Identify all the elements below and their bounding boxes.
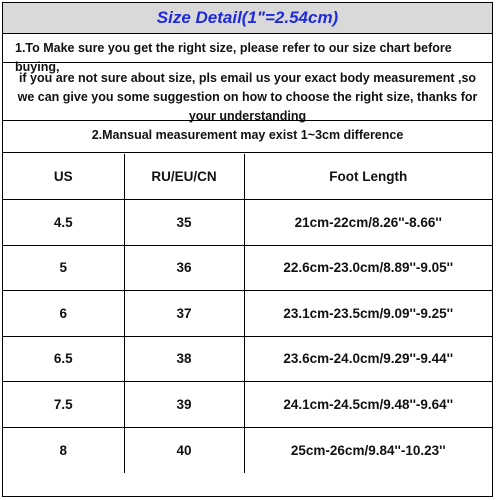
cell-ru-eu-cn: 35 bbox=[124, 200, 244, 246]
cell-us: 6 bbox=[3, 291, 124, 337]
table-row bbox=[3, 200, 492, 246]
page-title: Size Detail(1"=2.54cm) bbox=[3, 3, 492, 34]
cell-foot-length: 22.6cm-23.0cm/8.89''-9.05'' bbox=[244, 245, 492, 291]
table-row bbox=[3, 291, 492, 337]
cell-us: 6.5 bbox=[3, 336, 124, 382]
cell-us: 5 bbox=[3, 245, 124, 291]
table-row bbox=[3, 382, 492, 428]
table-row bbox=[3, 245, 492, 291]
divider bbox=[3, 152, 492, 153]
cell-foot-length: 21cm-22cm/8.26''-8.66'' bbox=[244, 200, 492, 246]
table-header-row bbox=[3, 154, 492, 200]
cell-ru-eu-cn: 40 bbox=[124, 427, 244, 473]
cell-ru-eu-cn: 39 bbox=[124, 382, 244, 428]
divider bbox=[3, 120, 492, 121]
measurement-note: 2.Mansual measurement may exist 1~3cm difference bbox=[91, 128, 404, 142]
header-us: US bbox=[3, 154, 124, 200]
divider bbox=[3, 62, 492, 63]
size-table bbox=[3, 154, 492, 473]
instruction-line-1: 1.To Make sure you get the right size, please refer to our size chart before buying, bbox=[15, 41, 452, 74]
table-row bbox=[3, 427, 492, 473]
cell-foot-length: 25cm-26cm/9.84''-10.23'' bbox=[244, 427, 492, 473]
cell-ru-eu-cn: 36 bbox=[124, 245, 244, 291]
cell-us: 8 bbox=[3, 427, 124, 473]
header-foot-length: Foot Length bbox=[244, 154, 492, 200]
cell-ru-eu-cn: 38 bbox=[124, 336, 244, 382]
cell-foot-length: 23.6cm-24.0cm/9.29''-9.44'' bbox=[244, 336, 492, 382]
cell-ru-eu-cn: 37 bbox=[124, 291, 244, 337]
size-chart bbox=[2, 2, 493, 497]
cell-us: 4.5 bbox=[3, 200, 124, 246]
instruction-line-2: if you are not sure about size, pls email us your exact body measurement ,so we can give you some suggestion on how to choose the right size, thanks for your understanding bbox=[17, 71, 478, 123]
cell-us: 7.5 bbox=[3, 382, 124, 428]
cell-foot-length: 23.1cm-23.5cm/9.09''-9.25'' bbox=[244, 291, 492, 337]
header-ru-eu-cn: RU/EU/CN bbox=[124, 154, 244, 200]
cell-foot-length: 24.1cm-24.5cm/9.48''-9.64'' bbox=[244, 382, 492, 428]
table-row bbox=[3, 336, 492, 382]
